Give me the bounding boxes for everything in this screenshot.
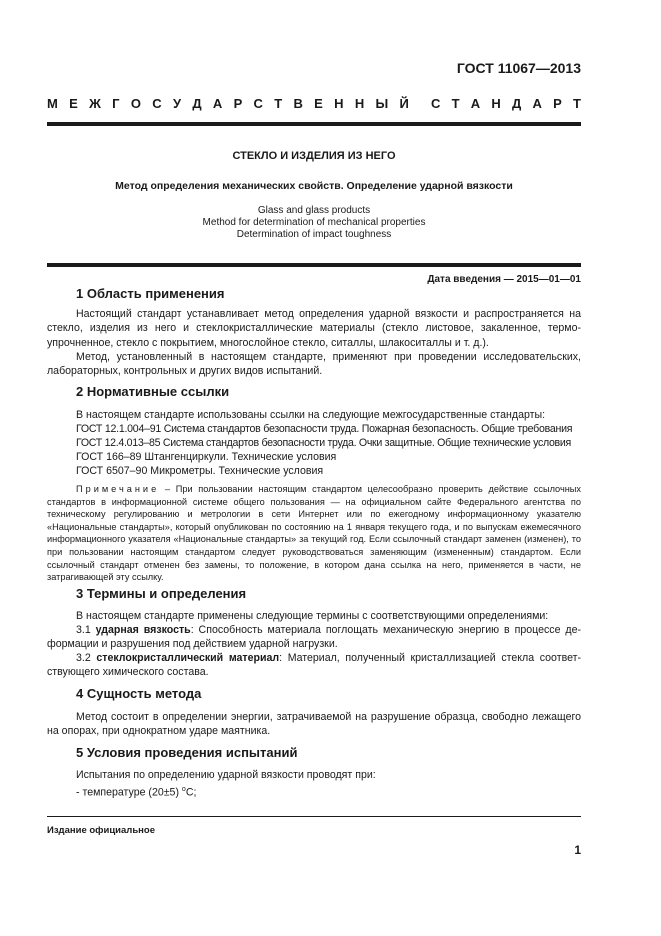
paragraph-text: Метод, установленный в настоящем стандарте, применяют при проведении исследовательских, лабораторных, контрольных и других видов испытаний. [47,351,581,378]
page-number: 1 [574,843,581,857]
paragraph-text: Метод состоит в определении энергии, затрачиваемой на разрушение образца, свободно лежащего на опорах, при однократном ударе маятника. [47,711,581,738]
banner-letter: Н [354,96,365,111]
banner-letter: О [130,96,141,111]
banner-letter: Н [334,96,344,111]
paragraph [47,350,581,379]
banner-letter: У [172,96,182,111]
paragraph: Испытания по определению ударной вязкости проводят при: [76,769,376,781]
english-title [47,205,581,241]
banner-letter: М [47,96,58,111]
banner-letter: Н [491,96,501,111]
banner-letter: Г [112,96,120,111]
english-title-line: Glass and glass products [257,205,371,216]
paragraph: В настоящем стандарте использованы ссылки на следующие межгосударственные стандарты: [76,409,546,421]
banner-letter: В [293,96,303,111]
banner-letter: Ж [89,96,101,111]
header-rule [47,122,581,126]
term-number: 3.1 [76,624,96,636]
list-item-unit: C; [185,786,197,799]
definition: : Способность материала поглощать механическую энергию в процессе деформации и разрушения под действием ударной нагрузки. [47,624,581,651]
reference-item: ГОСТ 12.4.013–85 Система стандартов безопасности труда. Очки защитные. Общие технические условия [76,437,571,449]
paragraph [47,710,581,739]
banner-letter: Е [69,96,78,111]
section-heading: 4 Сущность метода [76,686,202,701]
banner-letter: Д [192,96,202,111]
banner-word-interstate [47,96,409,111]
definition: : Материал, полученный кристаллизацией стекла соответствующего химического состава. [47,652,581,679]
footer-rule [47,816,581,817]
document-title: СТЕКЛО И ИЗДЕЛИЯ ИЗ НЕГО [232,150,396,162]
term-definition [47,623,581,652]
paragraph-text: Настоящий стандарт устанавливает метод определения ударной вязкости и распространяется на стекло, изделия из него и стеклокристаллические материалы (стекло листовое, закаленное, термоупрочненное, стекло с покрытием, многослойное стекло, ситаллы, шлакоситаллы и т. д.). [47,308,581,349]
title-rule [47,263,581,267]
banner-letter: Р [233,96,243,111]
banner-letter: С [253,96,263,111]
banner-letter: С [152,96,162,111]
section-heading: 2 Нормативные ссылки [76,384,230,399]
document-subtitle: Метод определения механических свойств. Определение ударной вязкости [115,180,513,192]
section-heading: 3 Термины и определения [76,586,247,601]
banner-letter: Ы [375,96,389,111]
banner-letter: Д [512,96,522,111]
list-item-text: - температуре (20±5) [76,786,182,799]
banner-letter: А [212,96,223,111]
section-heading: 5 Условия проведения испытаний [76,745,298,760]
banner-letter: Т [451,96,460,111]
english-title-line: Method for determination of mechanical properties [202,217,426,228]
paragraph [47,307,581,350]
note-text: – При пользовании настоящим стандартом целесообразно проверить действие ссылочных стандартов в информационной системе общего пользования — на официальном сайте Федерального агентства по техническому регулированию и метрологии в сети Интернет или по ежегодному информационному указателю «Национальные стандарты», который опубликован по состоянию на 1 января текущего года, и по выпускам ежемесячного информационного указателя «Национальные стандарты» за текущий год. Если ссылочный стандарт заменен (изменен), то при пользовании настоящим стандартом следует руководствоваться заменяющим (измененным) стандартом. Если ссылочный стандарт отменен без замены, то положение, в котором дана ссылка на него, применяется в части, не затрагивающей эту ссылку. [47,484,581,583]
section-heading: 1 Область применения [76,286,225,301]
degree-sign: o [181,786,186,793]
reference-item: ГОСТ 6507–90 Микрометры. Технические условия [76,465,324,477]
english-title-line: Determination of impact toughness [236,229,392,240]
banner-letter: Й [399,96,409,111]
banner-letter: Т [274,96,283,111]
term: ударная вязкость [95,624,191,636]
note-label: Примечание [76,484,160,494]
list-item [76,783,581,800]
paragraph: В настоящем стандарте применены следующие термины с соответствующими определениями: [76,610,549,622]
banner-letter: Т [572,96,581,111]
term-definition [47,651,581,680]
standard-code: ГОСТ 11067—2013 [456,60,581,76]
term: стеклокристаллический материал [96,652,280,664]
term-number: 3.2 [76,652,97,664]
reference-item: ГОСТ 166–89 Штангенциркули. Технические условия [76,451,337,463]
banner-letter: Е [314,96,323,111]
note [47,483,581,584]
reference-item: ГОСТ 12.1.004–91 Система стандартов безопасности труда. Пожарная безопасность. Общие требования [76,423,573,435]
banner-letter: Р [553,96,562,111]
banner-letter: С [431,96,441,111]
interstate-standard-banner [47,96,581,111]
banner-letter: А [532,96,542,111]
banner-word-standard [431,96,581,111]
banner-letter: А [470,96,481,111]
introduction-date: Дата введения — 2015—01—01 [427,274,581,285]
edition-label: Издание официальное [47,825,155,836]
